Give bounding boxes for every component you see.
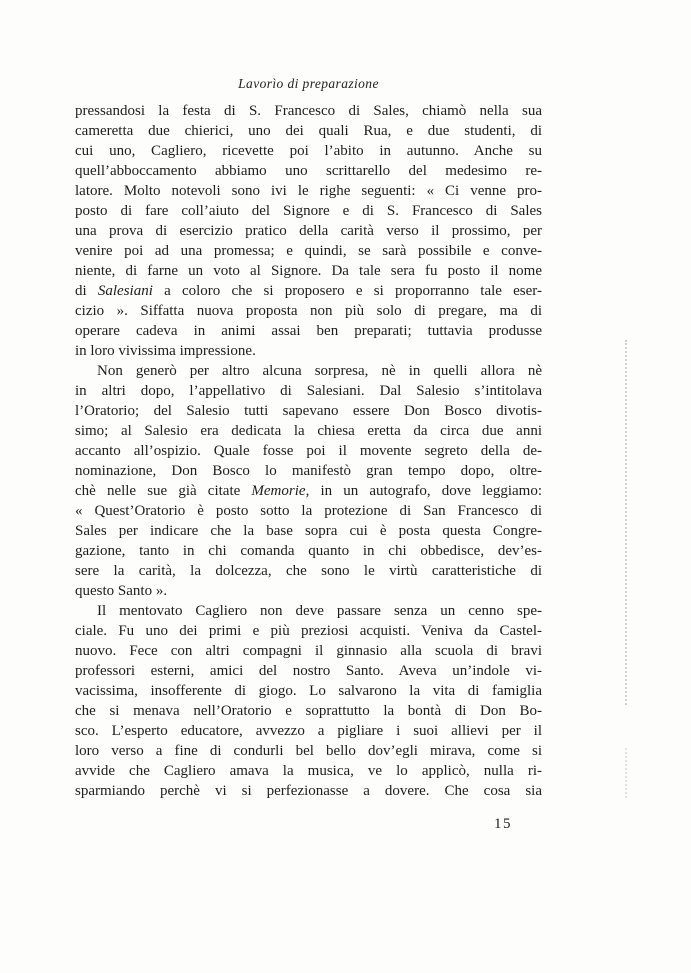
text-line: Non generò per altro alcuna sorpresa, nè in quelli allora nè [97,363,542,379]
paragraph [75,601,542,801]
text-line: vacissima, insofferente di giogo. Lo salvarono la vita di famiglia [75,683,542,699]
body-text [75,101,542,801]
text-line: operare cadeva in animi assai ben preparati; tuttavia produsse [75,323,542,339]
text-line: avvide che Cagliero amava la musica, ve lo applicò, nulla ri- [75,763,542,779]
paragraph [75,101,542,361]
running-header: Lavorìo di preparazione [238,76,379,91]
text-line: Sales per indicare che la base sopra cui è posta questa Congre- [75,523,542,539]
page-number: 15 [494,816,512,832]
text-line: cizio ». Siffatta nuova proposta non più solo di pregare, ma di [75,303,542,319]
text-line: cui uno, Cagliero, ricevette poi l’abito in autunno. Anche su [75,143,542,159]
text-line: gazione, tanto in chi comanda quanto in chi obbedisce, dev’es- [75,543,542,559]
text-line: « Quest’Oratorio è posto sotto la protezione di San Francesco di [75,503,542,519]
text-line: l’Oratorio; del Salesio tutti sapevano essere Don Bosco divotis- [75,403,542,419]
text-line: nominazione, Don Bosco lo manifestò gran tempo dopo, oltre- [75,463,542,479]
text-line: in altri dopo, l’appellativo di Salesiani. Dal Salesio s’intitolava [75,383,542,399]
text-line: ciale. Fu uno dei primi e più preziosi acquisti. Veniva da Castel- [75,623,542,639]
text-line: posto di fare coll’aiuto del Signore e di S. Francesco di Sales [75,203,542,219]
text-line: simo; al Salesio era dedicata la chiesa eretta da circa due anni [75,423,542,439]
text-line: venire poi ad una promessa; e quindi, se sarà possibile e conve- [75,243,542,259]
text-line: quell’abboccamento abbiamo uno scrittarello del medesimo re- [75,163,542,179]
text-line: in loro vivissima impressione. [75,343,256,359]
text-line: sere la carità, la dolcezza, che sono le virtù caratteristiche di [75,563,542,579]
scan-dotted-line [625,748,627,798]
text-line: latore. Molto notevoli sono ivi le righe seguenti: « Ci venne pro- [75,183,542,199]
text-line: di Salesiani a coloro che si proposero e si proporranno tale eser- [75,283,542,299]
text-line: loro verso a fine di condurli bel bello dov’egli mirava, come si [75,743,542,759]
paragraph [75,361,542,601]
text-line: una prova di esercizio pratico della carità verso il prossimo, per [75,223,542,239]
text-line: sparmiando perchè vi si perfezionasse a dovere. Che cosa sia [75,783,542,799]
scan-dotted-line [625,340,627,705]
text-line: professori esterni, amici del nostro Santo. Aveva un’indole vi- [75,663,542,679]
text-line: cameretta due chierici, uno dei quali Rua, e due studenti, di [75,123,542,139]
text-line: nuovo. Fece con altri compagni il ginnasio alla scuola di bravi [75,643,542,659]
text-line: pressandosi la festa di S. Francesco di Sales, chiamò nella sua [75,103,542,119]
text-line: che si menava nell’Oratorio e soprattutto la bontà di Don Bo- [75,703,542,719]
text-line: sco. L’esperto educatore, avvezzo a pigliare i suoi allievi per il [75,723,542,739]
text-line: Il mentovato Cagliero non deve passare senza un cenno spe- [97,603,542,619]
text-line: chè nelle sue già citate Memorie, in un autografo, dove leggiamo: [75,483,542,499]
text-line: accanto all’ospizio. Quale fosse poi il movente segreto della de- [75,443,542,459]
text-line: niente, di farne un voto al Signore. Da tale sera fu posto il nome [75,263,542,279]
text-line: questo Santo ». [75,583,168,599]
